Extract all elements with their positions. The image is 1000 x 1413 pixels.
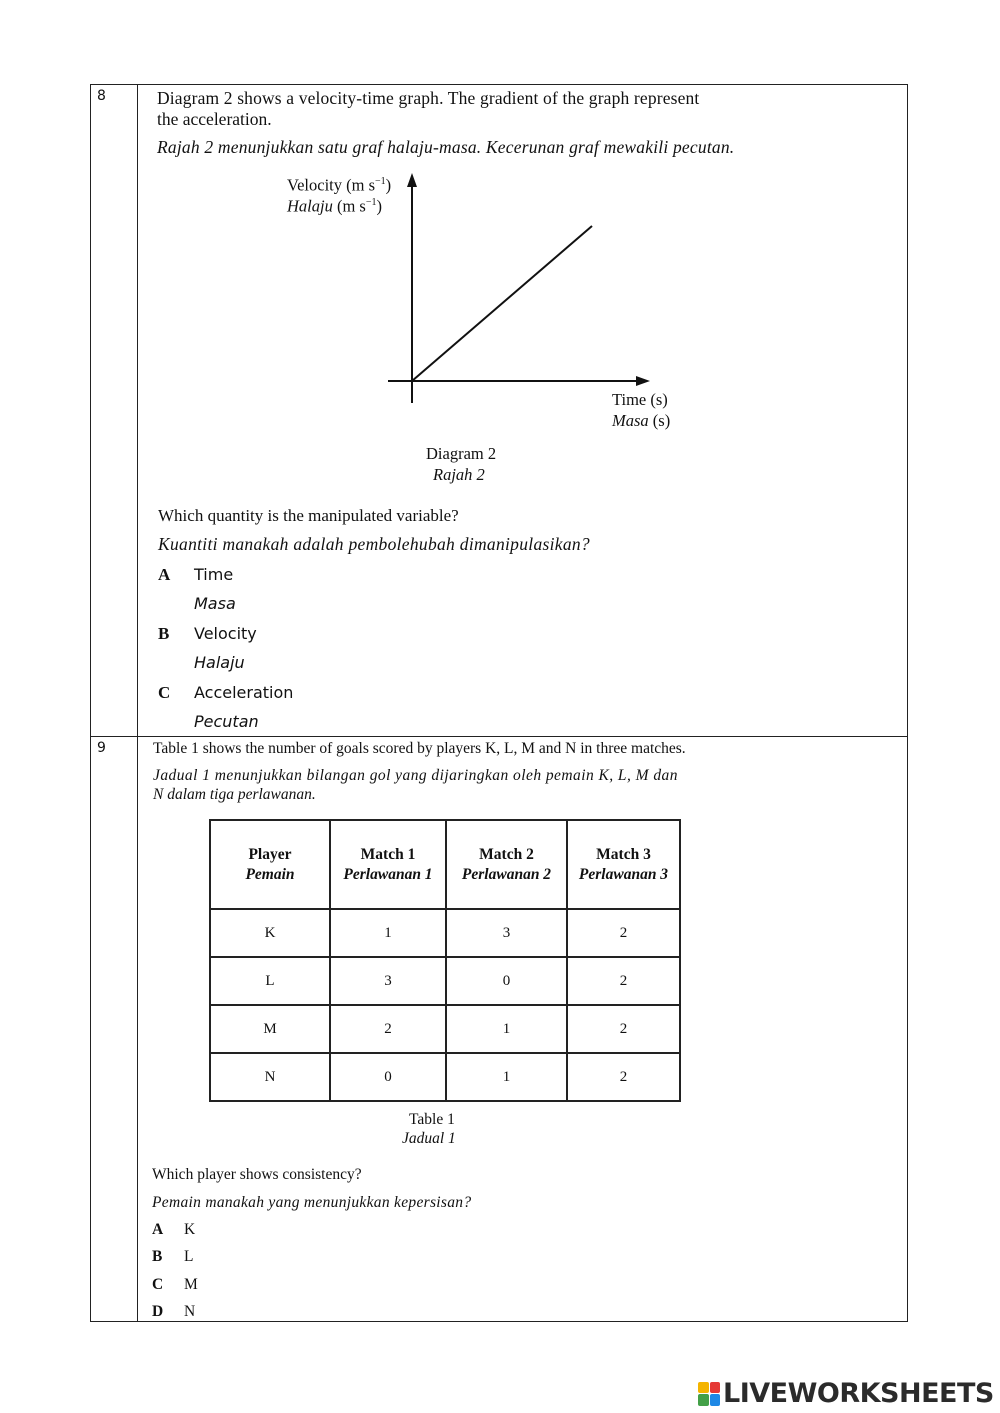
q8-option-c-en[interactable]: Acceleration xyxy=(194,683,294,702)
table-cell: N xyxy=(210,1053,330,1101)
q8-option-c-ms: Pecutan xyxy=(194,712,259,731)
header-match-1: Match 1 Perlawanan 1 xyxy=(330,820,446,909)
q9-question-en: Which player shows consistency? xyxy=(152,1166,362,1183)
logo-square xyxy=(698,1394,709,1406)
q8-option-c-letter: C xyxy=(158,683,171,702)
q8-intro-ms: Rajah 2 menunjukkan satu graf halaju-masa. Kecerunan graf mewakili pecutan. xyxy=(157,137,735,157)
table-cell: 0 xyxy=(330,1053,446,1101)
velocity-line xyxy=(412,226,592,381)
table-row xyxy=(210,1053,680,1101)
q8-intro-en-line1: Diagram 2 shows a velocity-time graph. The gradient of the graph represent xyxy=(157,88,700,108)
liveworksheets-logo xyxy=(698,1378,994,1409)
q9-option-d-letter: D xyxy=(152,1303,164,1320)
question-8-number: 8 xyxy=(97,88,106,104)
q9-option-c-letter: C xyxy=(152,1276,164,1293)
q9-intro-ms-line1: Jadual 1 menunjukkan bilangan gol yang dijaringkan oleh pemain K, L, M dan xyxy=(153,767,678,784)
table-cell: 1 xyxy=(446,1005,567,1053)
diagram-caption-en: Diagram 2 xyxy=(426,444,497,463)
q8-question-en: Which quantity is the manipulated variable? xyxy=(158,506,459,525)
q9-question-ms: Pemain manakah yang menunjukkan kepersisan? xyxy=(152,1194,472,1211)
table-cell: M xyxy=(210,1005,330,1053)
graph-x-label-ms: Masa (s) xyxy=(612,411,671,430)
table-cell: 3 xyxy=(446,909,567,957)
table-cell: 2 xyxy=(567,1053,680,1101)
table-caption-en: Table 1 xyxy=(409,1111,455,1128)
q8-option-a-ms: Masa xyxy=(194,594,236,613)
q8-option-b-en[interactable]: Velocity xyxy=(194,624,257,643)
question-9-number: 9 xyxy=(97,740,106,756)
goals-table xyxy=(209,819,681,1102)
q9-intro-ms-line2: N dalam tiga perlawanan. xyxy=(153,786,316,803)
graph-y-label-ms: Halaju (m $s^{-1}$) xyxy=(287,196,382,216)
q8-option-b-ms: Halaju xyxy=(194,653,245,672)
q9-option-a-letter: A xyxy=(152,1221,164,1238)
table-cell: 2 xyxy=(330,1005,446,1053)
q9-option-b-text[interactable]: L xyxy=(184,1248,194,1265)
q9-intro-en: Table 1 shows the number of goals scored by players K, L, M and N in three matches. xyxy=(153,740,686,757)
question-divider xyxy=(90,736,908,737)
table-row xyxy=(210,957,680,1005)
q8-option-b-letter: B xyxy=(158,624,170,643)
logo-text: LIVEWORKSHEETS xyxy=(723,1378,994,1409)
table-cell: 1 xyxy=(330,909,446,957)
q8-option-a-en[interactable]: Time xyxy=(194,565,234,584)
table-cell: 0 xyxy=(446,957,567,1005)
graph-x-label-en: Time (s) xyxy=(612,390,668,409)
q9-option-b-letter: B xyxy=(152,1248,163,1265)
table-row xyxy=(210,909,680,957)
x-axis-arrow xyxy=(636,376,650,386)
q9-option-d-text[interactable]: N xyxy=(184,1303,196,1320)
y-axis-arrow xyxy=(407,173,417,187)
table-cell: K xyxy=(210,909,330,957)
table-row xyxy=(210,1005,680,1053)
table-cell: L xyxy=(210,957,330,1005)
table-cell: 3 xyxy=(330,957,446,1005)
graph-y-label-en: Velocity (m $s^{-1}$) xyxy=(287,175,392,195)
header-player: Player Pemain xyxy=(210,820,330,909)
table-cell: 2 xyxy=(567,909,680,957)
table-cell: 2 xyxy=(567,1005,680,1053)
q8-option-a-letter: A xyxy=(158,565,171,584)
header-match-3: Match 3 Perlawanan 3 xyxy=(567,820,680,909)
q8-question-ms: Kuantiti manakah adalah pembolehubah dimanipulasikan? xyxy=(158,534,590,554)
number-column-divider xyxy=(137,84,138,1322)
diagram-caption-ms: Rajah 2 xyxy=(433,465,485,484)
q8-intro-en-line2: the acceleration. xyxy=(157,109,272,129)
table-cell: 2 xyxy=(567,957,680,1005)
logo-square xyxy=(710,1382,721,1394)
logo-square xyxy=(710,1394,721,1406)
logo-icon xyxy=(698,1382,720,1406)
table-caption-ms: Jadual 1 xyxy=(402,1130,456,1147)
logo-square xyxy=(698,1382,709,1394)
header-match-2: Match 2 Perlawanan 2 xyxy=(446,820,567,909)
table-header-row xyxy=(210,820,680,909)
q9-option-a-text[interactable]: K xyxy=(184,1221,196,1238)
table-cell: 1 xyxy=(446,1053,567,1101)
q9-option-c-text[interactable]: M xyxy=(184,1276,198,1293)
